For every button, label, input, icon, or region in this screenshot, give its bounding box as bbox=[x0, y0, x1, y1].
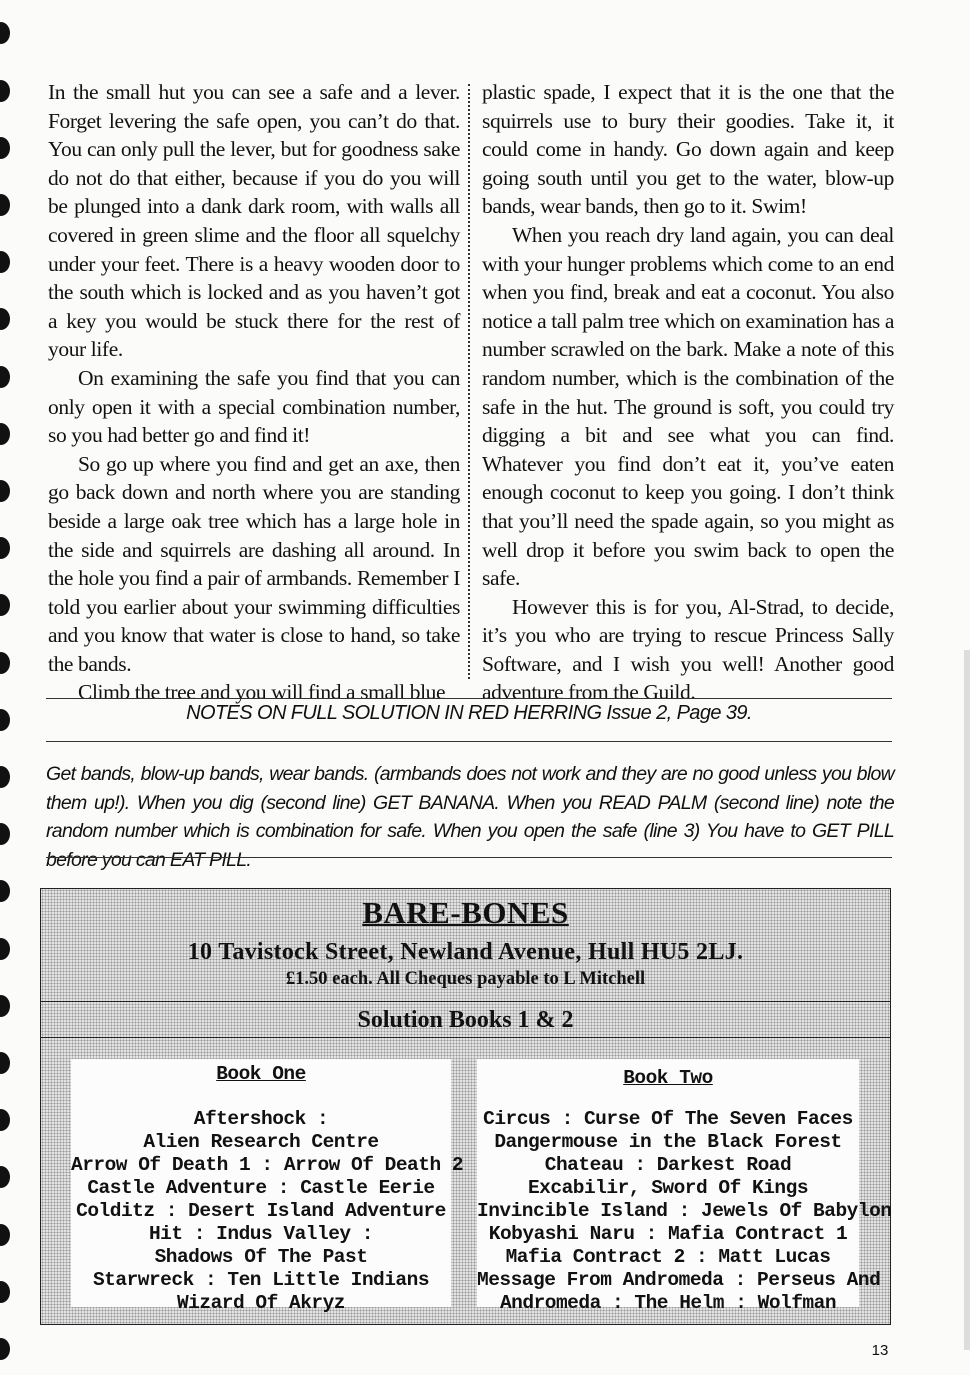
article-paragraph: Climb the tree and you will find a small blue bbox=[78, 680, 446, 705]
column-divider bbox=[468, 84, 470, 679]
article-paragraph: In the small hut you can see a safe and a lever. Forget levering the safe open, you can’t do that. You can only pull the lever, but for goodness sake do not do that either, because if you do you will be plunged into a dank dark room, with walls all covered in green slime and the floor all squelchy under your feet. There is a heavy wooden door to the south which is locked and as you haven’t got a key you would be stuck there for the rest of your life. bbox=[48, 80, 460, 362]
binder-hole bbox=[0, 594, 10, 616]
page-edge-shadow bbox=[964, 650, 970, 1350]
book-title-line: Wizard Of Akryz bbox=[176, 1292, 346, 1314]
binder-hole bbox=[0, 938, 10, 960]
binder-hole bbox=[0, 194, 10, 216]
book-title-line: Kobyashi Naru : Mafia Contract 1 bbox=[488, 1223, 848, 1245]
article-columns bbox=[48, 78, 900, 705]
advert-price: £1.50 each. All Cheques payable to L Mitchell bbox=[285, 969, 646, 989]
binder-hole bbox=[0, 1281, 10, 1303]
book-title-line: Colditz : Desert Island Adventure bbox=[76, 1200, 446, 1222]
book-title-line: Mafia Contract 2 : Matt Lucas bbox=[505, 1246, 831, 1268]
binder-hole bbox=[0, 1109, 10, 1131]
book-title-line: Shadows Of The Past bbox=[154, 1246, 368, 1268]
binder-hole bbox=[0, 995, 10, 1017]
binder-hole bbox=[0, 366, 10, 388]
binder-hole bbox=[0, 1224, 10, 1246]
book-title-line: Chateau : Darkest Road bbox=[544, 1154, 792, 1176]
notes-body: Get bands, blow-up bands, wear bands. (armbands does not work and they are no good unless you blow them up!). When you dig (second line) GET BANANA. When you READ PALM (second line) note the random number which is combination for safe. When you open the safe (line 3) You have to GET PILL before you can EAT PILL. bbox=[46, 763, 894, 871]
book-title-line: Dangermouse in the Black Forest bbox=[494, 1131, 842, 1153]
book-two-panel bbox=[477, 1059, 892, 1314]
book-title-line: Andromeda : The Helm : Wolfman bbox=[499, 1292, 837, 1314]
binder-hole bbox=[0, 80, 10, 102]
binder-hole bbox=[0, 308, 10, 330]
book-heading: Book One bbox=[216, 1063, 306, 1085]
book-title-line: Aftershock : bbox=[193, 1108, 329, 1130]
book-title-line: Hit : Indus Valley : bbox=[148, 1223, 374, 1245]
notes-title: NOTES ON FULL SOLUTION IN RED HERRING Issue 2, Page 39. bbox=[186, 702, 752, 724]
advert-title bbox=[41, 895, 890, 931]
article-column-right bbox=[482, 78, 894, 707]
bare-bones-advert bbox=[40, 888, 891, 1325]
book-title-line: Arrow Of Death 1 : Arrow Of Death 2 bbox=[71, 1154, 464, 1176]
binder-hole bbox=[0, 1166, 10, 1188]
book-one-panel bbox=[71, 1059, 464, 1314]
page-number: 13 bbox=[871, 1342, 889, 1359]
article-paragraph: When you reach dry land again, you can deal with your hunger problems which come to an end when you find, break and eat a coconut. You also notice a tall palm tree which on examination has a number scrawled on the bark. Make a note of this random number, which is the combination of the safe in the hut. The ground is soft, you could try digging a bit and see what you can find. Whatever you find don’t eat it, you’ve eaten enough coconut to keep you going. I don’t think that you’ll need the spade again, so you might as well drop it before you swim back to open the safe. bbox=[482, 222, 894, 591]
advert-title-text: BARE-BONES bbox=[362, 895, 569, 930]
book-title-line: Circus : Curse Of The Seven Faces bbox=[483, 1108, 853, 1130]
book-title-line: Starwreck : Ten Little Indians bbox=[92, 1269, 430, 1291]
advert-separator bbox=[41, 1001, 890, 1002]
binder-hole bbox=[0, 137, 10, 159]
book-title-line: Excabilir, Sword Of Kings bbox=[527, 1177, 809, 1199]
article-paragraph: plastic spade, I expect that it is the one that the squirrels use to bury their goodies. Take it, it could come in handy. Go down again and keep going south until you get to the water, blow-up bands, wear bands, then go to it. Swim! bbox=[482, 80, 894, 219]
notes-top-rule bbox=[46, 698, 892, 699]
book-title-line: Message From Andromeda : Perseus And bbox=[477, 1269, 881, 1291]
article-column-left bbox=[48, 78, 460, 707]
binder-hole bbox=[0, 1338, 10, 1360]
binder-hole bbox=[0, 766, 10, 788]
binder-hole bbox=[0, 22, 10, 44]
book-title-line: Alien Research Centre bbox=[143, 1131, 379, 1153]
article-paragraph: So go up where you find and get an axe, then go back down and north where you are standing beside a large oak tree which has a large hole in the side and squirrels are dashing all around. In the hole you find a pair of armbands. Remember I told you earlier about your swimming difficulties and you know that water is close to hand, so take the bands. bbox=[48, 451, 460, 676]
article-paragraph: However this is for you, Al-Strad, to decide, it’s you who are trying to rescue Princess Sally Software, and I wish you well! Another good adventure from the Guild. bbox=[482, 594, 894, 705]
book-heading: Book Two bbox=[623, 1067, 713, 1089]
advert-subtitle: Solution Books 1 & 2 bbox=[357, 1007, 574, 1033]
book-title-line: Castle Adventure : Castle Eerie bbox=[87, 1177, 435, 1199]
advert-header bbox=[41, 889, 890, 999]
book-title-line: Invincible Island : Jewels Of Babylon bbox=[477, 1200, 892, 1222]
binder-hole bbox=[0, 423, 10, 445]
notes-bottom-rule bbox=[46, 857, 892, 858]
advert-separator bbox=[41, 1037, 890, 1038]
binder-hole bbox=[0, 709, 10, 731]
article-paragraph: On examining the safe you find that you can only open it with a special combination number, so you had better go and find it! bbox=[48, 365, 460, 448]
binder-holes bbox=[0, 0, 18, 1375]
binder-hole bbox=[0, 480, 10, 502]
binder-hole bbox=[0, 251, 10, 273]
binder-hole bbox=[0, 652, 10, 674]
binder-hole bbox=[0, 537, 10, 559]
binder-hole bbox=[0, 823, 10, 845]
advert-address: 10 Tavistock Street, Newland Avenue, Hull HU5 2LJ. bbox=[187, 939, 744, 965]
binder-hole bbox=[0, 1052, 10, 1074]
notes-title-rule bbox=[46, 741, 892, 742]
binder-hole bbox=[0, 880, 10, 902]
